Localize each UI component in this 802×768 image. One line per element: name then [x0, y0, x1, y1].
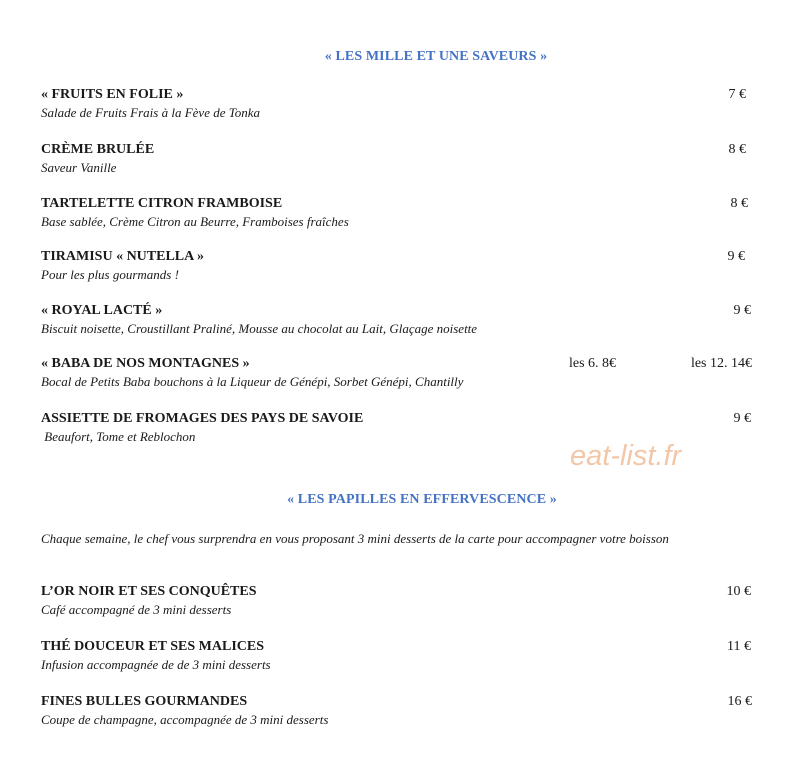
item-price: 16 € [727, 694, 752, 709]
menu-item [41, 693, 761, 729]
item-price-small: les 6. 8€ [569, 356, 617, 371]
item-name: TARTELETTE CITRON FRAMBOISE [41, 196, 283, 211]
item-price: 11 € [727, 639, 751, 654]
item-description: Pour les plus gourmands ! [41, 267, 179, 282]
menu-item [41, 195, 761, 231]
item-price: 9 € [727, 249, 745, 264]
item-price: 10 € [726, 584, 751, 599]
menu-item [41, 302, 761, 338]
item-name: « BABA DE NOS MONTAGNES » [41, 356, 250, 371]
item-description: Saveur Vanille [41, 160, 117, 175]
item-price: 8 € [730, 196, 748, 211]
item-description: Beaufort, Tome et Reblochon [41, 429, 196, 444]
item-description: Café accompagné de 3 mini desserts [41, 602, 232, 617]
section-intro: Chaque semaine, le chef vous surprendra en vous proposant 3 mini desserts de la carte pour accompagner votre boisson [41, 531, 669, 546]
item-price: 9 € [733, 303, 751, 318]
item-description: Infusion accompagnée de de 3 mini desserts [41, 657, 271, 672]
menu-item [41, 86, 761, 122]
item-description: Biscuit noisette, Croustillant Praliné, Mousse au chocolat au Lait, Glaçage noisette [41, 321, 478, 336]
item-price: 9 € [733, 411, 751, 426]
item-price-large: les 12. 14€ [690, 356, 752, 371]
item-price: 7 € [728, 87, 746, 102]
menu-item [41, 355, 761, 391]
menu-item [41, 583, 761, 619]
menu-item [41, 141, 761, 177]
section-title-papilles: « LES PAPILLES EN EFFERVESCENCE » [287, 492, 557, 507]
item-price: 8 € [728, 142, 746, 157]
item-name: FINES BULLES GOURMANDES [41, 694, 248, 709]
item-name: « FRUITS EN FOLIE » [41, 87, 184, 102]
watermark-logo: eat-list.fr [570, 440, 682, 472]
menu-item [41, 248, 761, 284]
section-title-mille-saveurs: « LES MILLE ET UNE SAVEURS » [324, 49, 548, 64]
item-description: Bocal de Petits Baba bouchons à la Liqueur de Génépi, Sorbet Génépi, Chantilly [41, 374, 464, 389]
item-name: L’OR NOIR ET SES CONQUÊTES [41, 584, 257, 599]
item-name: CRÈME BRULÉE [41, 142, 155, 157]
menu-item [41, 638, 761, 674]
item-description: Coupe de champagne, accompagnée de 3 mini desserts [41, 712, 329, 727]
item-description: Salade de Fruits Frais à la Fève de Tonka [41, 105, 261, 120]
item-name: THÉ DOUCEUR ET SES MALICES [41, 639, 265, 654]
item-description: Base sablée, Crème Citron au Beurre, Framboises fraîches [41, 214, 349, 229]
item-name: TIRAMISU « NUTELLA » [41, 249, 204, 264]
item-name: ASSIETTE DE FROMAGES DES PAYS DE SAVOIE [41, 411, 364, 426]
item-name: « ROYAL LACTÉ » [41, 303, 163, 318]
